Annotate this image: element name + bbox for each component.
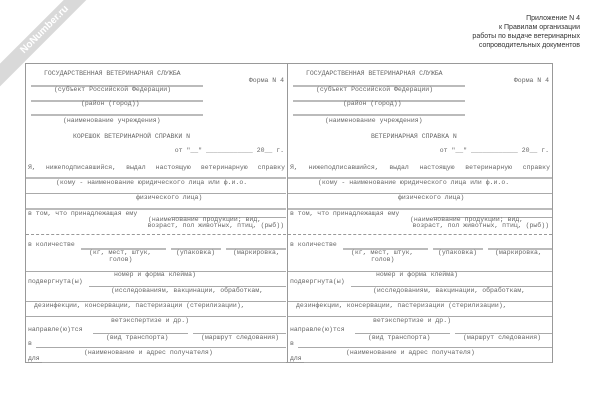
form-stub: [25, 63, 287, 363]
issued-statement: Я, нижеподписавшийся, выдал настоящую ветеринарную справку: [290, 164, 550, 171]
transport-caption: (вид транспорта): [106, 334, 169, 341]
transport-caption: (вид транспорта): [368, 334, 431, 341]
subjected-label: подвергнута(ы): [290, 278, 345, 285]
subjected-label: подвергнута(ы): [28, 278, 83, 285]
purpose-label: для: [28, 355, 40, 362]
fill-in-line[interactable]: [293, 114, 465, 116]
units-caption: (кг, мест, штук,: [351, 249, 414, 256]
date-line: от "__" ____________ 20__ г.: [174, 147, 284, 154]
appendix-note: [472, 14, 580, 50]
fill-in-line[interactable]: [31, 114, 203, 116]
subject-caption: (субъект Российской Федерации): [316, 86, 434, 93]
packing-caption: (упаковка): [438, 249, 478, 256]
separator: [26, 234, 286, 235]
route-caption: (маршрут следования): [463, 334, 542, 341]
destination-label: в: [290, 340, 294, 347]
separator: [288, 234, 552, 235]
fill-in-line[interactable]: [304, 362, 552, 363]
fill-in-line[interactable]: [36, 347, 286, 348]
form-certificate: [287, 63, 553, 363]
marking-caption: (маркировка,: [495, 249, 542, 256]
service-name: ГОСУДАРСТВЕННАЯ ВЕТЕРИНАРНАЯ СЛУЖБА: [44, 70, 181, 77]
packing-caption: (упаковка): [176, 249, 216, 256]
institution-caption: (наименование учреждения): [325, 117, 423, 124]
product-caption-2: возраст, пол животных, птиц, (рыб)): [147, 222, 284, 229]
appendix-line: Приложение N 4: [526, 15, 580, 22]
units-caption: (кг, мест, штук,: [89, 249, 152, 256]
date-line: от "__" ____________ 20__ г.: [439, 147, 549, 154]
issued-statement: Я, нижеподписавшийся, выдал настоящую ветеринарную справку: [28, 164, 285, 171]
route-caption: (маршрут следования): [201, 334, 280, 341]
heads-caption: голов): [109, 256, 133, 263]
quantity-label: в количестве: [290, 241, 337, 248]
physical-person-caption: физического лица): [136, 194, 203, 201]
document-title: ВЕТЕРИНАРНАЯ СПРАВКА N: [371, 133, 457, 140]
destination-label: в: [28, 340, 32, 347]
product-caption: (наименование продукции; вид,: [148, 216, 262, 223]
heads-caption: голов): [371, 256, 395, 263]
vetexam-caption: ветэкспертизе и др.): [373, 317, 452, 324]
belongs-label: в том, что принадлежащая ему: [290, 210, 400, 217]
recipient-name-caption: (кому - наименование юридического лица или ф.и.о.: [56, 179, 248, 186]
district-caption: (район (город)): [81, 100, 140, 107]
form-number: Форма N 4: [513, 77, 549, 84]
vetexam-caption: ветэкспертизе и др.): [111, 317, 190, 324]
subject-caption: (субъект Российской Федерации): [54, 86, 172, 93]
watermark: NoNumber.ru: [0, 0, 104, 89]
quantity-label: в количестве: [28, 241, 75, 248]
physical-person-caption: физического лица): [398, 194, 465, 201]
product-caption-2: возраст, пол животных, птиц, (рыб)): [412, 222, 549, 229]
fill-in-line[interactable]: [298, 347, 552, 348]
research-caption: (исследованиям, вакцинации, обработкам,: [111, 287, 264, 294]
disinfection-caption: дезинфекции, консервации, пастеризации (стерилизации),: [296, 302, 507, 309]
recipient-address-caption: (наименование и адрес получателя): [346, 349, 475, 356]
recipient-name-caption: (кому - наименование юридического лица или ф.и.о.: [318, 179, 510, 186]
appendix-line: к Правилам организации: [499, 24, 580, 31]
recipient-address-caption: (наименование и адрес получателя): [84, 349, 213, 356]
sent-label: направле(ю)тся: [28, 326, 83, 333]
fill-in-line[interactable]: [42, 362, 286, 363]
institution-caption: (наименование учреждения): [63, 117, 161, 124]
appendix-line: сопроводительных документов: [478, 42, 580, 49]
document-title: КОРЕШОК ВЕТЕРИНАРНОЙ СПРАВКИ N: [73, 133, 191, 140]
service-name: ГОСУДАРСТВЕННАЯ ВЕТЕРИНАРНАЯ СЛУЖБА: [306, 70, 443, 77]
stamp-caption: номер и форма клейма): [376, 271, 458, 278]
belongs-label: в том, что принадлежащая ему: [28, 210, 138, 217]
research-caption: (исследованиям, вакцинации, обработкам,: [373, 287, 526, 294]
disinfection-caption: дезинфекции, консервации, пастеризации (стерилизации),: [34, 302, 245, 309]
appendix-line: работы по выдаче ветеринарных: [472, 33, 580, 40]
product-caption: (наименование продукции; вид,: [410, 216, 524, 223]
sent-label: направле(ю)тся: [290, 326, 345, 333]
district-caption: (район (город)): [343, 100, 402, 107]
form-number: Форма N 4: [248, 77, 284, 84]
marking-caption: (маркировка,: [233, 249, 280, 256]
stamp-caption: номер и форма клейма): [114, 271, 196, 278]
purpose-label: для: [290, 355, 302, 362]
